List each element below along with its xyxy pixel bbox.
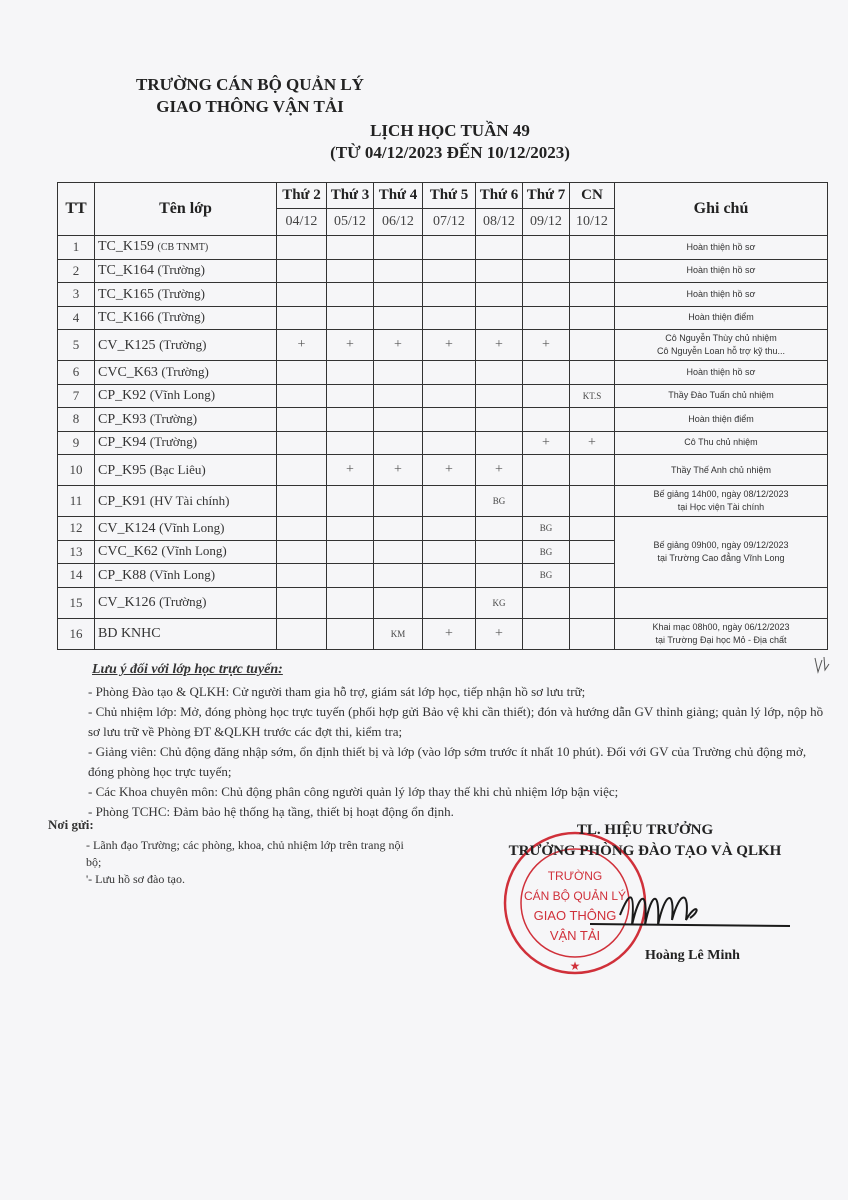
row-number: 4	[58, 306, 95, 330]
table-row	[58, 283, 828, 307]
class-code: CP_K92	[98, 388, 147, 404]
schedule-cell: KG	[476, 587, 523, 618]
schedule-cell: +	[423, 330, 476, 361]
class-code: CP_K94	[98, 435, 147, 451]
note-line: Thầy Đào Tuấn chủ nhiệm	[668, 390, 774, 401]
class-name-cell	[95, 236, 277, 260]
schedule-table	[57, 182, 828, 650]
schedule-cell	[327, 283, 374, 307]
class-name-cell	[95, 361, 277, 385]
signer-name: Hoàng Lê Minh	[645, 948, 740, 963]
class-location: (Trường)	[159, 594, 207, 609]
note-cell	[615, 384, 828, 408]
class-location: (Trường)	[149, 410, 198, 426]
school-name	[120, 74, 380, 118]
class-name-cell	[95, 517, 277, 541]
schedule-cell	[523, 384, 570, 408]
signature-title-2: TRƯỞNG PHÒNG ĐÀO TẠO VÀ QLKH	[508, 843, 782, 859]
header-day: Thứ 4	[374, 183, 423, 209]
schedule-cell	[423, 384, 476, 408]
table-row	[58, 587, 828, 618]
schedule-cell	[277, 361, 327, 385]
schedule-cell	[523, 587, 570, 618]
header-day: Thứ 5	[423, 183, 476, 209]
schedule-cell	[476, 306, 523, 330]
table-row	[58, 236, 828, 260]
note-item: - Chủ nhiệm lớp: Mở, đóng phòng học trực tuyến (phối hợp gửi Bảo vệ khi cần thiết); đón và hướng dẫn GV thỉnh giảng; quản lý lớp, nộp hồ sơ lưu trữ về Phòng ĐT &QLKH trước các đợt thi, kiểm tra;	[88, 704, 824, 739]
note-item: - Các Khoa chuyên môn: Chủ động phân công người quản lý lớp thay thế khi chủ nhiệm lớp bận việc;	[88, 784, 619, 799]
schedule-cell	[476, 259, 523, 283]
class-name-cell	[95, 618, 277, 649]
schedule-cell	[374, 259, 423, 283]
class-location: (Trường)	[159, 336, 207, 352]
schedule-cell	[374, 564, 423, 588]
schedule-cell	[523, 455, 570, 486]
note-cell	[615, 517, 828, 588]
schedule-cell	[277, 540, 327, 564]
schedule-cell	[423, 431, 476, 455]
table-row	[58, 486, 828, 517]
schedule-cell	[423, 540, 476, 564]
schedule-cell: +	[327, 330, 374, 361]
notes-title: Lưu ý đối với lớp học trực tuyến:	[92, 662, 283, 677]
schedule-cell	[570, 259, 615, 283]
handwritten-signature	[590, 880, 790, 940]
header-date: 09/12	[523, 209, 570, 236]
class-name-cell	[95, 486, 277, 517]
schedule-cell	[277, 486, 327, 517]
row-number: 16	[58, 618, 95, 649]
class-location: (Vĩnh Long)	[159, 519, 225, 535]
class-location: (Trường)	[161, 363, 209, 379]
schedule-cell	[277, 564, 327, 588]
note-line: Bế giảng 09h00, ngày 09/12/2023	[653, 539, 789, 550]
schedule-cell	[327, 517, 374, 541]
header-class-name: Tên lớp	[95, 183, 277, 236]
note-cell	[615, 283, 828, 307]
note-item: - Phòng Đào tạo & QLKH: Cử người tham gia hỗ trợ, giám sát lớp học, tiếp nhận hồ sơ lưu trữ;	[88, 684, 586, 699]
schedule-cell	[570, 408, 615, 432]
schedule-cell: +	[476, 455, 523, 486]
header-day: Thứ 6	[476, 183, 523, 209]
header-note: Ghi chú	[615, 183, 828, 236]
table-row	[58, 330, 828, 361]
schedule-cell	[476, 236, 523, 260]
header-date: 05/12	[327, 209, 374, 236]
schedule-cell	[570, 618, 615, 649]
title-line2: (TỪ 04/12/2023 ĐẾN 10/12/2023)	[330, 143, 570, 162]
note-line: Hoàn thiện hồ sơ	[686, 366, 756, 377]
schedule-cell	[523, 283, 570, 307]
schedule-cell: +	[570, 431, 615, 455]
recipients-label: Nơi gửi:	[48, 817, 94, 832]
row-number: 1	[58, 236, 95, 260]
note-line: Cô Nguyễn Loan hỗ trợ kỹ thu...	[657, 346, 785, 356]
class-name-cell	[95, 384, 277, 408]
schedule-cell: +	[277, 330, 327, 361]
header-date: 07/12	[423, 209, 476, 236]
table-row	[58, 361, 828, 385]
class-code: CV_K125	[98, 337, 156, 353]
note-line: Cô Nguyễn Thùy chủ nhiệm	[665, 333, 777, 343]
class-location: (Vĩnh Long)	[161, 543, 227, 559]
note-line: tại Trường Cao đẳng Vĩnh Long	[657, 552, 785, 563]
note-cell	[615, 330, 828, 361]
row-number: 9	[58, 431, 95, 455]
class-location: (Vĩnh Long)	[149, 387, 216, 403]
header-tt: TT	[58, 183, 95, 236]
schedule-cell	[570, 330, 615, 361]
schedule-cell	[423, 408, 476, 432]
schedule-cell	[423, 306, 476, 330]
class-code: BD KNHC	[98, 626, 161, 641]
schedule-cell	[277, 455, 327, 486]
schedule-cell	[523, 306, 570, 330]
class-name-cell	[95, 564, 277, 588]
schedule-cell	[523, 236, 570, 260]
class-name-cell	[95, 540, 277, 564]
note-line: Hoàn thiện hồ sơ	[686, 288, 756, 299]
row-number: 12	[58, 517, 95, 541]
stamp-text: VẬN TẢI	[549, 928, 601, 943]
schedule-cell	[570, 306, 615, 330]
class-name-cell	[95, 408, 277, 432]
schedule-cell	[423, 361, 476, 385]
class-code: CP_K91	[98, 493, 147, 509]
schedule-cell	[476, 361, 523, 385]
school-name-line1: TRƯỜNG CÁN BỘ QUẢN LÝ	[136, 75, 364, 94]
class-code: CV_K124	[98, 520, 156, 536]
schedule-cell	[476, 384, 523, 408]
note-cell	[615, 618, 828, 649]
handwritten-mark	[812, 654, 836, 676]
schedule-cell	[374, 587, 423, 618]
schedule-cell	[327, 236, 374, 260]
row-number: 3	[58, 283, 95, 307]
table-row	[58, 618, 828, 649]
schedule-cell	[277, 408, 327, 432]
schedule-cell	[277, 283, 327, 307]
schedule-cell	[476, 564, 523, 588]
stamp-text: CÁN BỘ QUẢN LÝ	[523, 889, 627, 903]
schedule-cell	[476, 540, 523, 564]
schedule-cell: +	[423, 455, 476, 486]
class-location: (Bạc Liêu)	[149, 461, 206, 477]
stamp-text: GIAO THÔNG	[533, 908, 617, 923]
class-name-cell	[95, 587, 277, 618]
schedule-cell	[523, 618, 570, 649]
schedule-cell	[570, 455, 615, 486]
online-class-notes	[88, 660, 828, 822]
schedule-cell: +	[476, 330, 523, 361]
schedule-cell	[277, 618, 327, 649]
table-row	[58, 408, 828, 432]
document-title	[250, 120, 650, 164]
schedule-cell	[374, 306, 423, 330]
schedule-cell: KT.S	[570, 384, 615, 408]
schedule-cell	[327, 384, 374, 408]
schedule-cell	[374, 236, 423, 260]
row-number: 13	[58, 540, 95, 564]
table-row	[58, 455, 828, 486]
class-name-cell	[95, 455, 277, 486]
class-code: TC_K164	[98, 263, 154, 279]
schedule-cell	[277, 517, 327, 541]
schedule-cell	[570, 540, 615, 564]
row-number: 15	[58, 587, 95, 618]
schedule-cell	[277, 306, 327, 330]
schedule-cell: BG	[523, 564, 570, 588]
schedule-cell: KM	[374, 618, 423, 649]
schedule-cell	[476, 408, 523, 432]
note-cell	[615, 431, 828, 455]
table-row	[58, 517, 828, 541]
class-name-cell	[95, 431, 277, 455]
schedule-cell	[327, 306, 374, 330]
schedule-cell	[570, 486, 615, 517]
schedule-cell: BG	[523, 517, 570, 541]
class-code: TC_K165	[98, 286, 154, 302]
schedule-cell	[570, 517, 615, 541]
schedule-cell	[570, 236, 615, 260]
schedule-cell	[327, 361, 374, 385]
recipients	[48, 816, 408, 888]
header-day: CN	[570, 183, 615, 209]
class-location: (HV Tài chính)	[149, 492, 230, 508]
header-date: 06/12	[374, 209, 423, 236]
recipient-item: '- Lưu hồ sơ đào tạo.	[86, 872, 185, 886]
schedule-cell	[374, 384, 423, 408]
note-cell	[615, 486, 828, 517]
schedule-cell	[423, 517, 476, 541]
class-location: (Trường)	[157, 309, 205, 325]
schedule-cell	[327, 587, 374, 618]
schedule-cell	[570, 283, 615, 307]
schedule-cell	[327, 259, 374, 283]
note-item: - Giảng viên: Chủ động đăng nhập sớm, ổn định thiết bị và lớp (vào lớp sớm trước ít nhất 10 phút). Đối với GV của Trường chủ động mở, đóng phòng học trực tuyến;	[88, 744, 807, 779]
class-code: CV_K126	[98, 595, 156, 610]
note-cell	[615, 361, 828, 385]
schedule-cell	[523, 486, 570, 517]
schedule-cell	[423, 486, 476, 517]
note-line: tại Học viện Tài chính	[677, 502, 765, 512]
class-name-cell	[95, 306, 277, 330]
header-day: Thứ 3	[327, 183, 374, 209]
school-name-line2: GIAO THÔNG VẬN TẢI	[156, 97, 344, 116]
table-row	[58, 431, 828, 455]
schedule-cell: +	[374, 455, 423, 486]
schedule-cell	[423, 259, 476, 283]
schedule-cell	[476, 431, 523, 455]
schedule-cell	[476, 517, 523, 541]
note-cell	[615, 587, 828, 618]
note-line: Khai mạc 08h00, ngày 06/12/2023	[652, 621, 790, 632]
row-number: 6	[58, 361, 95, 385]
schedule-cell: +	[327, 455, 374, 486]
schedule-cell: BG	[476, 486, 523, 517]
schedule-cell	[374, 283, 423, 307]
star-icon: ★	[569, 959, 581, 973]
class-code: TC_K159	[98, 239, 154, 255]
table-row	[58, 259, 828, 283]
schedule-cell	[570, 564, 615, 588]
schedule-cell: +	[374, 330, 423, 361]
table-body	[58, 236, 828, 650]
class-code: CP_K88	[98, 567, 147, 583]
note-line: Hoàn thiện điểm	[688, 413, 754, 424]
schedule-cell	[374, 408, 423, 432]
schedule-cell	[374, 540, 423, 564]
row-number: 11	[58, 486, 95, 517]
class-code: CP_K93	[98, 411, 147, 427]
schedule-cell	[423, 283, 476, 307]
schedule-cell	[327, 431, 374, 455]
note-cell	[615, 408, 828, 432]
class-code: CVC_K63	[98, 364, 158, 380]
schedule-cell	[523, 408, 570, 432]
row-number: 2	[58, 259, 95, 283]
schedule-cell	[423, 587, 476, 618]
schedule-cell	[570, 361, 615, 385]
class-name-cell	[95, 259, 277, 283]
row-number: 10	[58, 455, 95, 486]
schedule-cell: +	[523, 330, 570, 361]
schedule-cell	[277, 587, 327, 618]
note-line: tại Trường Đại học Mỏ - Địa chất	[655, 634, 787, 645]
schedule-cell	[277, 259, 327, 283]
schedule-cell	[523, 259, 570, 283]
schedule-cell	[327, 486, 374, 517]
schedule-cell	[277, 384, 327, 408]
class-location: (Vĩnh Long)	[149, 566, 216, 582]
schedule-cell: +	[476, 618, 523, 649]
schedule-cell	[523, 361, 570, 385]
table-row	[58, 384, 828, 408]
note-line: Hoàn thiện hồ sơ	[686, 265, 756, 276]
signature-title-1: TL. HIỆU TRƯỞNG	[576, 822, 714, 838]
table-row	[58, 306, 828, 330]
header-date: 08/12	[476, 209, 523, 236]
signature-block	[490, 820, 800, 862]
row-number: 5	[58, 330, 95, 361]
schedule-cell: BG	[523, 540, 570, 564]
header-date: 04/12	[277, 209, 327, 236]
title-line1: LỊCH HỌC TUẦN 49	[370, 121, 530, 140]
schedule-cell	[374, 361, 423, 385]
stamp-text: TRƯỜNG	[547, 869, 603, 883]
note-cell	[615, 259, 828, 283]
schedule-cell	[374, 517, 423, 541]
note-line: Thầy Thế Anh chủ nhiệm	[671, 464, 771, 475]
schedule-cell	[374, 486, 423, 517]
class-location: (Trường)	[157, 285, 205, 301]
class-code: CP_K95	[98, 462, 147, 478]
schedule-cell	[327, 540, 374, 564]
header-day: Thứ 7	[523, 183, 570, 209]
note-item: - Phòng TCHC: Đảm bảo hệ thống hạ tầng, thiết bị hoạt động ổn định.	[88, 804, 454, 819]
class-name-cell	[95, 330, 277, 361]
class-location: (CB TNMT)	[157, 242, 209, 254]
row-number: 8	[58, 408, 95, 432]
schedule-cell	[476, 283, 523, 307]
schedule-cell	[374, 431, 423, 455]
note-cell	[615, 236, 828, 260]
schedule-cell	[423, 236, 476, 260]
schedule-cell	[277, 236, 327, 260]
schedule-cell: +	[423, 618, 476, 649]
recipient-item: - Lãnh đạo Trường; các phòng, khoa, chủ nhiệm lớp trên trang nội bộ;	[86, 838, 404, 869]
class-location: (Trường)	[157, 262, 205, 278]
schedule-cell	[570, 587, 615, 618]
class-name-cell	[95, 283, 277, 307]
note-line: Cô Thu chủ nhiệm	[684, 437, 758, 448]
note-line: Hoàn thiện điểm	[688, 312, 754, 323]
class-code: CVC_K62	[98, 544, 158, 560]
schedule-cell	[327, 564, 374, 588]
header-date: 10/12	[570, 209, 615, 236]
schedule-cell	[327, 408, 374, 432]
header-day: Thứ 2	[277, 183, 327, 209]
row-number: 7	[58, 384, 95, 408]
schedule-cell	[423, 564, 476, 588]
schedule-cell	[327, 618, 374, 649]
note-cell	[615, 455, 828, 486]
note-line: Hoàn thiện hồ sơ	[686, 241, 756, 252]
note-line: Bế giảng 14h00, ngày 08/12/2023	[653, 489, 789, 499]
note-cell	[615, 306, 828, 330]
row-number: 14	[58, 564, 95, 588]
table-header	[58, 183, 828, 236]
schedule-cell	[277, 431, 327, 455]
class-location: (Trường)	[149, 434, 198, 450]
schedule-cell: +	[523, 431, 570, 455]
class-code: TC_K166	[98, 310, 154, 326]
